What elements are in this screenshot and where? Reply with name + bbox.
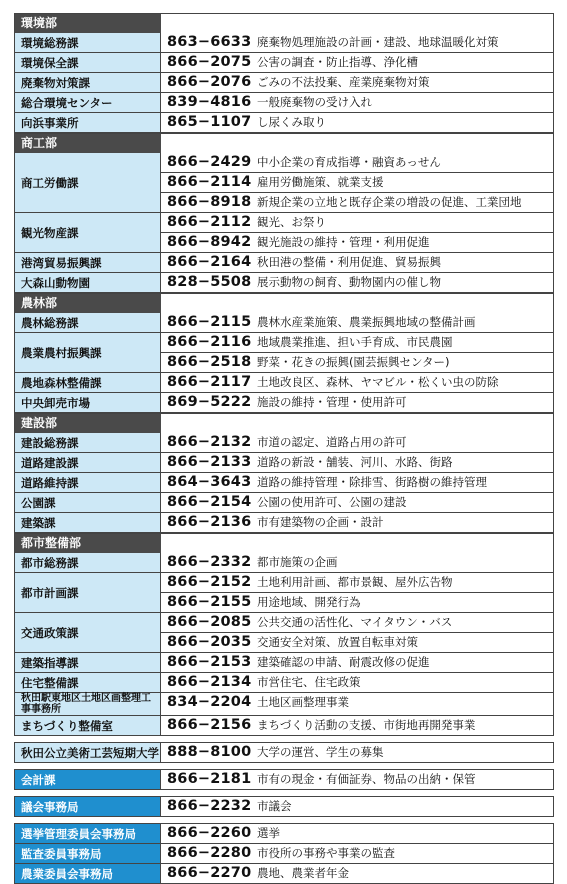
service-description: 公園の使用許可、公園の建設 — [257, 495, 407, 509]
department-row — [14, 653, 554, 673]
service-description: 施設の維持・管理・使用許可 — [257, 395, 407, 409]
service-description: 農地、農業者年金 — [257, 866, 349, 880]
contact-line — [161, 844, 553, 863]
phone-number: 866−2260 — [167, 825, 252, 841]
contact-line — [161, 673, 553, 692]
contact-line — [161, 352, 553, 372]
standalone-section — [14, 796, 554, 817]
service-description: 市有建築物の企画・設計 — [257, 515, 384, 529]
contact-line — [161, 313, 553, 332]
contact-line — [161, 53, 553, 72]
department-section — [14, 13, 554, 133]
department-row — [14, 864, 554, 884]
phone-number: 888−8100 — [167, 744, 252, 760]
service-description: 秋田港の整備・利用促進、貿易振興 — [257, 255, 441, 269]
standalone-section — [14, 742, 554, 763]
phone-number: 834−2204 — [167, 694, 252, 710]
phone-number: 866−2154 — [167, 494, 252, 510]
phone-directory — [14, 13, 554, 884]
contact-line — [161, 373, 553, 392]
department-name: 中央卸売市場 — [15, 393, 161, 412]
contact-lines — [161, 273, 553, 292]
phone-number: 865−1107 — [167, 114, 252, 130]
contact-line — [161, 192, 553, 212]
department-row — [14, 253, 554, 273]
contact-lines — [161, 743, 553, 762]
phone-number: 828−5508 — [167, 274, 252, 290]
service-description: 道路の維持管理・除排雪、街路樹の維持管理 — [257, 475, 487, 489]
phone-number: 866−2075 — [167, 54, 252, 70]
contact-lines — [161, 864, 553, 883]
section-header — [14, 134, 554, 153]
contact-lines — [161, 824, 553, 843]
service-description: 用途地域、開発行為 — [257, 595, 361, 609]
contact-lines — [161, 573, 553, 612]
phone-number: 866−2164 — [167, 254, 252, 270]
department-row — [14, 770, 554, 790]
department-name: 住宅整備課 — [15, 673, 161, 692]
phone-number: 866−2115 — [167, 314, 252, 330]
phone-number: 866−2136 — [167, 514, 252, 530]
department-row — [14, 433, 554, 453]
department-name: 建築指導課 — [15, 653, 161, 672]
department-name: 選挙管理委員会事務局 — [15, 824, 161, 843]
department-row — [14, 573, 554, 613]
contact-lines — [161, 93, 553, 112]
section-title: 商工部 — [15, 134, 161, 153]
contact-line — [161, 864, 553, 883]
department-name: 環境総務課 — [15, 33, 161, 52]
department-name: 監査委員事務局 — [15, 844, 161, 863]
contact-line — [161, 693, 553, 712]
contact-line — [161, 797, 553, 816]
contact-lines — [161, 844, 553, 863]
phone-number: 866−2116 — [167, 334, 252, 350]
contact-lines — [161, 653, 553, 672]
contact-line — [161, 653, 553, 672]
contact-line — [161, 333, 553, 352]
phone-number: 866−2232 — [167, 798, 252, 814]
contact-lines — [161, 453, 553, 472]
phone-number: 866−2155 — [167, 594, 252, 610]
service-description: 公共交通の活性化、マイタウン・バス — [257, 615, 453, 629]
department-row — [14, 716, 554, 736]
contact-line — [161, 433, 553, 452]
department-name: 公園課 — [15, 493, 161, 512]
department-name: 道路維持課 — [15, 473, 161, 492]
service-description: 市議会 — [257, 799, 292, 813]
department-row — [14, 373, 554, 393]
contact-line — [161, 553, 553, 572]
department-row — [14, 33, 554, 53]
contact-lines — [161, 716, 553, 735]
service-description: 公害の調査・防止指導、浄化槽 — [257, 55, 418, 69]
service-description: 展示動物の飼育、動物園内の催し物 — [257, 275, 441, 289]
department-name: 秋田公立美術工芸短期大学 — [15, 743, 161, 762]
contact-line — [161, 513, 553, 532]
department-section — [14, 533, 554, 736]
header-filler — [161, 14, 553, 33]
department-name: 廃棄物対策課 — [15, 73, 161, 92]
contact-line — [161, 743, 553, 762]
service-description: 大学の運営、学生の募集 — [257, 745, 384, 759]
department-name: 建設総務課 — [15, 433, 161, 452]
department-row — [14, 513, 554, 533]
phone-number: 863−6633 — [167, 34, 252, 50]
department-name: 建築課 — [15, 513, 161, 532]
phone-number: 866−2076 — [167, 74, 252, 90]
contact-lines — [161, 53, 553, 72]
service-description: 地域農業推進、担い手育成、市民農園 — [257, 335, 453, 349]
header-filler — [161, 534, 553, 553]
contact-line — [161, 632, 553, 652]
phone-number: 869−5222 — [167, 394, 252, 410]
standalone-section — [14, 769, 554, 790]
section-title: 農林部 — [15, 294, 161, 313]
contact-lines — [161, 153, 553, 212]
service-description: 市有の現金・有価証券、物品の出納・保管 — [257, 772, 476, 786]
contact-lines — [161, 770, 553, 789]
department-row — [14, 313, 554, 333]
department-name: 都市総務課 — [15, 553, 161, 572]
department-name: 環境保全課 — [15, 53, 161, 72]
service-description: 土地区画整理事業 — [257, 695, 349, 709]
service-description: 市役所の事務や事業の監査 — [257, 846, 395, 860]
section-title: 都市整備部 — [15, 534, 161, 553]
section-header — [14, 294, 554, 313]
contact-line — [161, 253, 553, 272]
department-name: 農地森林整備課 — [15, 373, 161, 392]
service-description: 市道の認定、道路占用の許可 — [257, 435, 407, 449]
department-row — [14, 673, 554, 693]
contact-line — [161, 172, 553, 192]
section-header — [14, 14, 554, 33]
department-row — [14, 273, 554, 293]
department-name: 総合環境センター — [15, 93, 161, 112]
department-row — [14, 393, 554, 413]
department-row — [14, 553, 554, 573]
service-description: 交通安全対策、放置自転車対策 — [257, 635, 418, 649]
section-title: 建設部 — [15, 414, 161, 433]
phone-number: 866−2270 — [167, 865, 252, 881]
service-description: 道路の新設・舗装、河川、水路、街路 — [257, 455, 453, 469]
service-description: 市営住宅、住宅政策 — [257, 675, 361, 689]
department-row — [14, 153, 554, 213]
phone-number: 866−2518 — [167, 354, 252, 370]
service-description: 新規企業の立地と既存企業の増設の促進、工業団地 — [257, 195, 522, 209]
contact-line — [161, 213, 553, 232]
contact-lines — [161, 313, 553, 332]
department-row — [14, 693, 554, 716]
department-row — [14, 213, 554, 253]
department-row — [14, 333, 554, 373]
contact-line — [161, 770, 553, 789]
phone-number: 866−2280 — [167, 845, 252, 861]
contact-lines — [161, 73, 553, 92]
contact-lines — [161, 613, 553, 652]
contact-line — [161, 153, 553, 172]
department-name: 港湾貿易振興課 — [15, 253, 161, 272]
service-description: 廃棄物処理施設の計画・建設、地球温暖化対策 — [257, 35, 499, 49]
contact-lines — [161, 797, 553, 816]
service-description: 野菜・花きの振興(園芸振興センター) — [257, 355, 450, 369]
contact-lines — [161, 693, 553, 715]
contact-line — [161, 613, 553, 632]
phone-number: 866−8942 — [167, 234, 252, 250]
phone-number: 866−2112 — [167, 214, 252, 230]
contact-line — [161, 232, 553, 252]
department-name: 交通政策課 — [15, 613, 161, 652]
contact-lines — [161, 473, 553, 492]
contact-lines — [161, 253, 553, 272]
contact-line — [161, 113, 553, 132]
department-name: 議会事務局 — [15, 797, 161, 816]
department-name: 秋田駅東地区土地区画整理工事事務所 — [15, 693, 161, 715]
header-filler — [161, 134, 553, 153]
contact-line — [161, 93, 553, 112]
contact-line — [161, 473, 553, 492]
service-description: ごみの不法投棄、産業廃棄物対策 — [257, 75, 430, 89]
contact-lines — [161, 213, 553, 252]
section-header — [14, 414, 554, 433]
service-description: 中小企業の育成指導・融資あっせん — [257, 155, 441, 169]
phone-number: 866−2156 — [167, 717, 252, 733]
department-row — [14, 743, 554, 763]
service-description: まちづくり活動の支援、市街地再開発事業 — [257, 718, 476, 732]
contact-line — [161, 33, 553, 52]
phone-number: 866−2332 — [167, 554, 252, 570]
service-description: 観光施設の維持・管理・利用促進 — [257, 235, 430, 249]
phone-number: 866−2152 — [167, 574, 252, 590]
contact-lines — [161, 33, 553, 52]
service-description: し尿くみ取り — [257, 115, 326, 129]
department-row — [14, 453, 554, 473]
contact-line — [161, 493, 553, 512]
phone-number: 866−2035 — [167, 634, 252, 650]
department-row — [14, 493, 554, 513]
department-name: 都市計画課 — [15, 573, 161, 612]
contact-lines — [161, 513, 553, 532]
department-name: 向浜事業所 — [15, 113, 161, 132]
department-row — [14, 93, 554, 113]
phone-number: 866−2117 — [167, 374, 252, 390]
header-filler — [161, 294, 553, 313]
department-section — [14, 133, 554, 293]
contact-lines — [161, 673, 553, 692]
contact-line — [161, 824, 553, 843]
department-name: まちづくり整備室 — [15, 716, 161, 735]
department-row — [14, 613, 554, 653]
contact-line — [161, 393, 553, 412]
phone-number: 866−2085 — [167, 614, 252, 630]
department-name: 農業農村振興課 — [15, 333, 161, 372]
department-row — [14, 53, 554, 73]
contact-line — [161, 573, 553, 592]
contact-lines — [161, 433, 553, 452]
department-name: 農業委員会事務局 — [15, 864, 161, 883]
section-header — [14, 534, 554, 553]
department-row — [14, 797, 554, 817]
department-row — [14, 473, 554, 493]
phone-number: 866−2132 — [167, 434, 252, 450]
contact-lines — [161, 333, 553, 372]
contact-lines — [161, 373, 553, 392]
phone-number: 866−2134 — [167, 674, 252, 690]
service-description: 雇用労働施策、就業支援 — [257, 175, 384, 189]
service-description: 観光、お祭り — [257, 215, 326, 229]
contact-line — [161, 73, 553, 92]
contact-line — [161, 273, 553, 292]
contact-lines — [161, 393, 553, 412]
service-description: 建築確認の申請、耐震改修の促進 — [257, 655, 430, 669]
service-description: 土地改良区、森林、ヤマビル・松くい虫の防除 — [257, 375, 499, 389]
department-name: 農林総務課 — [15, 313, 161, 332]
contact-lines — [161, 553, 553, 572]
contact-line — [161, 716, 553, 735]
phone-number: 864−3643 — [167, 474, 252, 490]
department-section — [14, 293, 554, 413]
service-description: 農林水産業施策、農業振興地域の整備計画 — [257, 315, 476, 329]
department-name: 会計課 — [15, 770, 161, 789]
phone-number: 866−2133 — [167, 454, 252, 470]
phone-number: 866−8918 — [167, 194, 252, 210]
phone-number: 866−2114 — [167, 174, 252, 190]
phone-number: 866−2181 — [167, 771, 252, 787]
phone-number: 839−4816 — [167, 94, 252, 110]
service-description: 一般廃棄物の受け入れ — [257, 95, 372, 109]
department-name: 観光物産課 — [15, 213, 161, 252]
phone-number: 866−2153 — [167, 654, 252, 670]
department-section — [14, 413, 554, 533]
department-name: 大森山動物園 — [15, 273, 161, 292]
section-title: 環境部 — [15, 14, 161, 33]
department-row — [14, 844, 554, 864]
contact-lines — [161, 113, 553, 132]
standalone-section — [14, 823, 554, 884]
contact-line — [161, 453, 553, 472]
header-filler — [161, 414, 553, 433]
service-description: 都市施策の企画 — [257, 555, 338, 569]
department-row — [14, 113, 554, 133]
contact-lines — [161, 493, 553, 512]
contact-line — [161, 592, 553, 612]
phone-number: 866−2429 — [167, 154, 252, 170]
service-description: 選挙 — [257, 826, 280, 840]
service-description: 土地利用計画、都市景観、屋外広告物 — [257, 575, 453, 589]
department-row — [14, 824, 554, 844]
department-name: 道路建設課 — [15, 453, 161, 472]
department-name: 商工労働課 — [15, 153, 161, 212]
department-row — [14, 73, 554, 93]
